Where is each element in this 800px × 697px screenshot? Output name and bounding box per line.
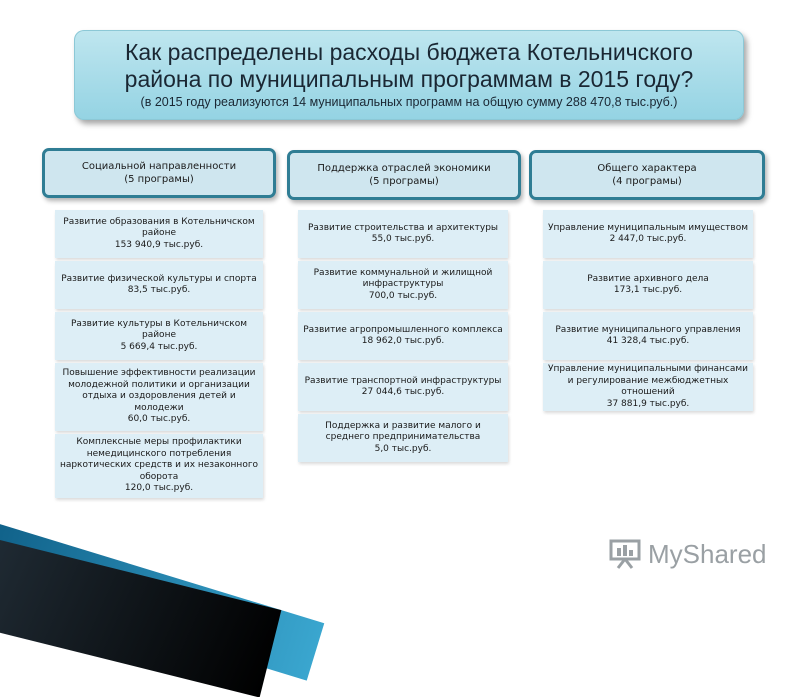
program-amount: 37 881,9 тыс.руб.: [606, 398, 690, 409]
program-amount: 55,0 тыс.руб.: [371, 234, 435, 244]
decor-stripe-dark: [0, 540, 281, 697]
program-card: [543, 210, 753, 258]
program-name: Развитие архивного дела: [587, 273, 709, 284]
program-card: [55, 210, 263, 258]
program-card: [543, 312, 753, 360]
program-card: [55, 363, 263, 431]
column-header-economy: [287, 150, 521, 200]
watermark-text: MyShared: [648, 538, 767, 569]
page-title: Как распределены расходы бюджета Котельничского района по муниципальным программам в 2015 году?: [124, 39, 694, 92]
column-header-general: [529, 150, 765, 200]
program-name: Развитие строительства и архитектуры: [307, 222, 499, 233]
program-card: [55, 261, 263, 309]
program-name: Развитие коммунальной и жилищной инфраструктуры: [313, 267, 493, 290]
program-name: Комплексные меры профилактики немедицинского потребления наркотических средств и их незаконного оборота: [59, 437, 259, 482]
column-social: [55, 210, 263, 501]
program-name: Развитие агропромышленного комплекса: [303, 324, 503, 335]
program-card: [543, 261, 753, 309]
program-amount: 153 940,9 тыс.руб.: [114, 239, 204, 250]
page-subtitle: (в 2015 году реализуются 14 муниципальных программ на общую сумму 288 470,8 тыс.руб.): [140, 95, 678, 109]
program-card: [298, 312, 508, 360]
program-name: Управление муниципальными финансами и регулирование межбюджетных отношений: [547, 364, 749, 397]
program-amount: 120,0 тыс.руб.: [124, 483, 194, 494]
watermark-logo: [608, 536, 767, 572]
column-general: [543, 210, 753, 414]
program-amount: 27 044,6 тыс.руб.: [361, 387, 445, 397]
title-box: [74, 30, 744, 120]
column-header-social: [42, 148, 276, 198]
program-card: [55, 312, 263, 360]
program-name: Развитие физической культуры и спорта: [61, 273, 257, 284]
presentation-icon: [608, 539, 642, 569]
program-amount: 60,0 тыс.руб.: [127, 414, 191, 425]
program-card: [298, 363, 508, 411]
column-heading: Общего характера: [597, 163, 697, 174]
column-count: (5 програмы): [369, 176, 439, 187]
program-amount: 700,0 тыс.руб.: [368, 290, 438, 301]
program-name: Управление муниципальным имуществом: [547, 222, 748, 233]
program-card: [298, 210, 508, 258]
program-card: [55, 434, 263, 498]
program-card: [543, 363, 753, 411]
program-card: [298, 261, 508, 309]
column-heading: Социальной направленности: [81, 161, 237, 172]
program-amount: 173,1 тыс.руб.: [613, 285, 683, 295]
program-amount: 18 962,0 тыс.руб.: [361, 336, 445, 346]
program-name: Развитие культуры в Котельничском районе: [70, 318, 248, 341]
program-name: Поддержка и развитие малого и среднего предпринимательства: [325, 420, 481, 443]
program-name: Повышение эффективности реализации молодежной политики и организации отдыха и оздоровления детей и молодежи: [62, 368, 256, 413]
program-name: Развитие транспортной инфраструктуры: [304, 375, 502, 386]
program-amount: 5 669,4 тыс.руб.: [120, 341, 198, 352]
program-amount: 2 447,0 тыс.руб.: [609, 234, 687, 244]
program-amount: 83,5 тыс.руб.: [127, 285, 191, 295]
program-amount: 41 328,4 тыс.руб.: [606, 336, 690, 346]
column-count: (4 програмы): [612, 176, 682, 187]
column-count: (5 програмы): [124, 174, 194, 185]
program-card: [298, 414, 508, 462]
program-name: Развитие муниципального управления: [555, 324, 741, 335]
column-heading: Поддержка отраслей экономики: [317, 163, 491, 174]
column-economy: [298, 210, 508, 465]
program-amount: 5,0 тыс.руб.: [374, 443, 432, 454]
program-name: Развитие образования в Котельничском районе: [63, 216, 255, 239]
